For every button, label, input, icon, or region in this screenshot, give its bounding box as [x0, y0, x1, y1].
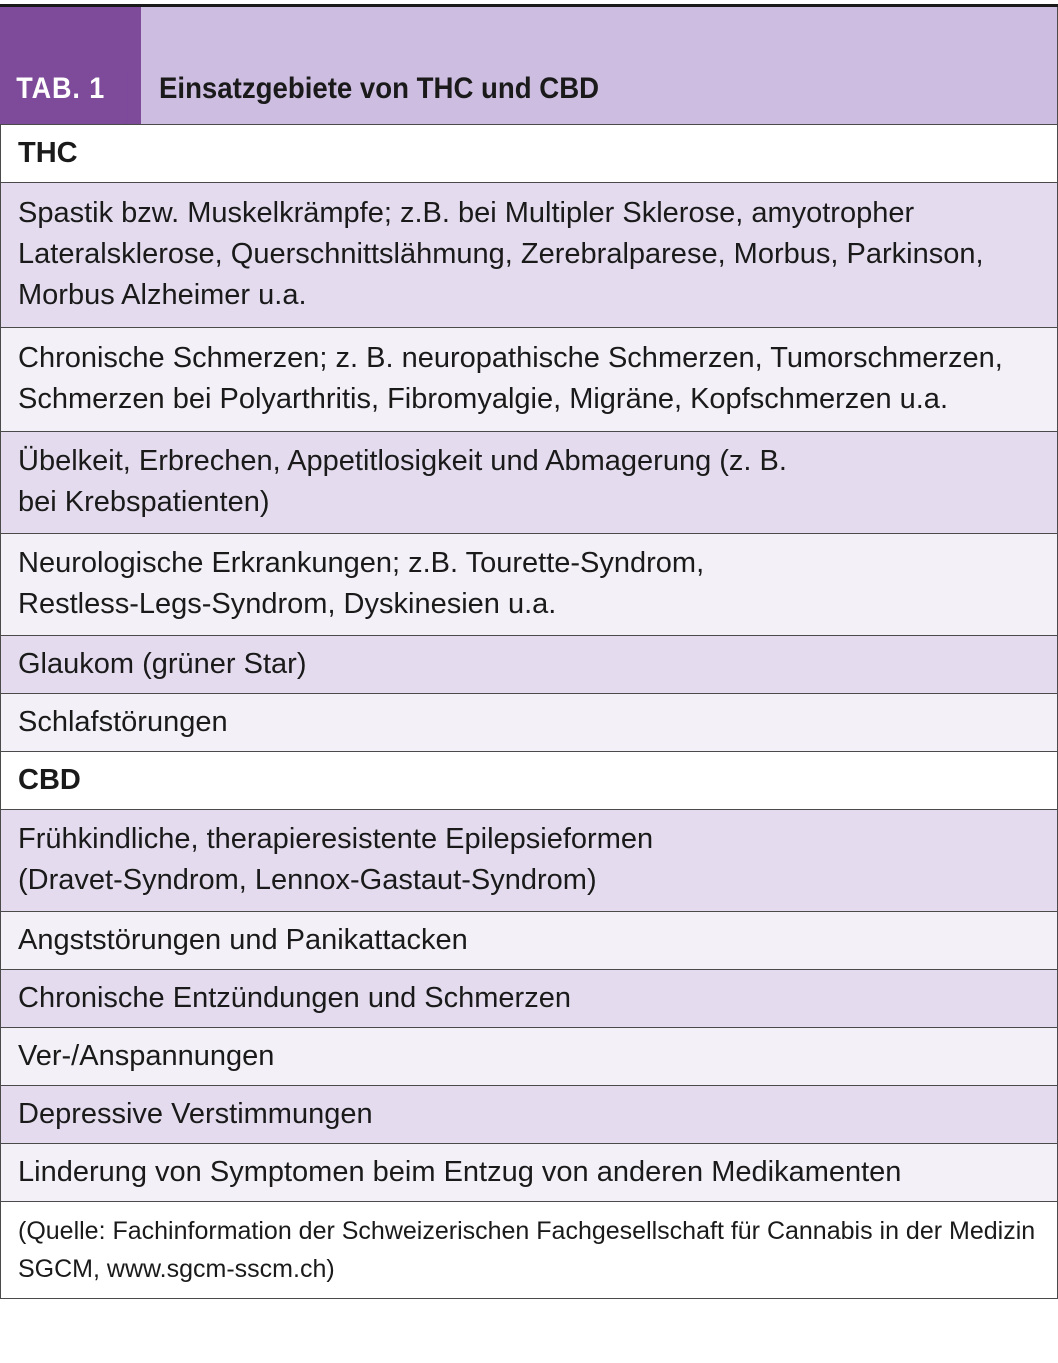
table-row: Spastik bzw. Muskelkrämpfe; z.B. bei Multipler Sklerose, amyotropher Lateralsklerose, Querschnittslähmung, Zerebralparese, Morbus, Parkinson, Morbus Alzheimer u.a.: [0, 183, 1058, 328]
table-header: [0, 7, 1058, 125]
section-heading-thc: THC: [0, 125, 1058, 183]
table-number: TAB. 1: [0, 72, 127, 124]
table-row: Depressive Verstimmungen: [0, 1086, 1058, 1144]
table-number-cell: [0, 7, 141, 124]
table-title-cell: [141, 7, 1058, 124]
table-row: Chronische Entzündungen und Schmerzen: [0, 970, 1058, 1028]
table-row: Angststörungen und Panikattacken: [0, 912, 1058, 970]
table-row: Chronische Schmerzen; z. B. neuropathische Schmerzen, Tumorschmerzen, Schmerzen bei Polyarthritis, Fibromyalgie, Migräne, Kopfschmerzen u.a.: [0, 328, 1058, 432]
table-row: Schlafstörungen: [0, 694, 1058, 752]
source-note: (Quelle: Fachinformation der Schweizerischen Fachgesellschaft für Cannabis in der Medizin SGCM, www.sgcm-sscm.ch): [0, 1202, 1058, 1299]
table-row: Neurologische Erkrankungen; z.B. Tourette-Syndrom, Restless-Legs-Syndrom, Dyskinesien u.a.: [0, 534, 1058, 636]
table-row: Frühkindliche, therapieresistente Epilepsieformen (Dravet-Syndrom, Lennox-Gastaut-Syndrom): [0, 810, 1058, 912]
table-row: Linderung von Symptomen beim Entzug von anderen Medikamenten: [0, 1144, 1058, 1202]
table-row: Übelkeit, Erbrechen, Appetitlosigkeit und Abmagerung (z. B. bei Krebspatienten): [0, 432, 1058, 534]
indications-table: [0, 4, 1058, 1299]
table-row: Ver-/Anspannungen: [0, 1028, 1058, 1086]
section-heading-cbd: CBD: [0, 752, 1058, 810]
table-row: Glaukom (grüner Star): [0, 636, 1058, 694]
table-title: Einsatzgebiete von THC und CBD: [159, 72, 600, 105]
